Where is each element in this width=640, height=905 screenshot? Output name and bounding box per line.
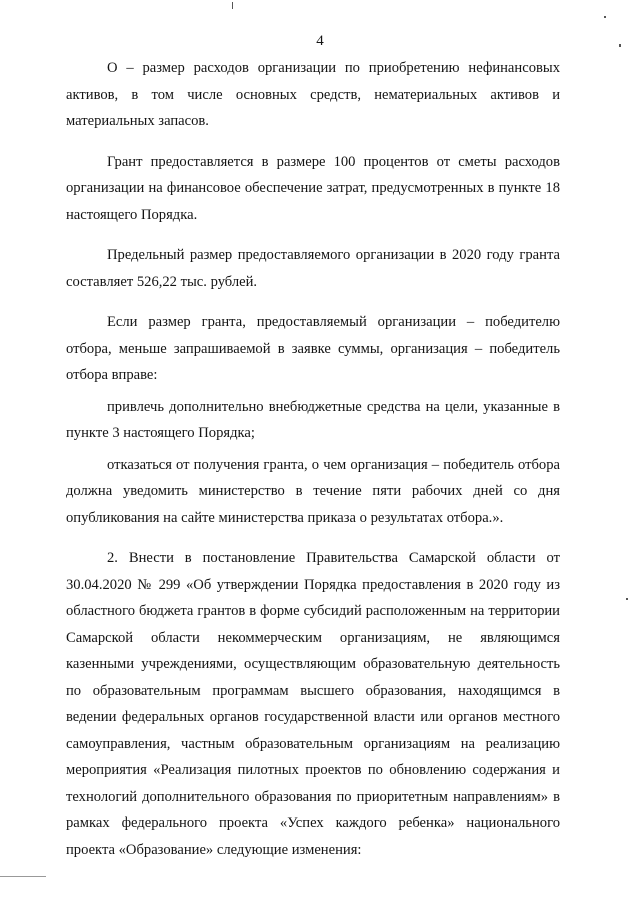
scan-speck (626, 598, 628, 600)
scan-speck (232, 2, 233, 9)
paragraph-grant-less: Если размер гранта, предоставляемый организации – победителю отбора, меньше запрашиваемой в заявке суммы, организация – победитель отбора вправе: (66, 314, 560, 383)
document-body (66, 55, 560, 863)
paragraph-grant-limit: Предельный размер предоставляемого организации в 2020 году гранта составляет 526,22 тыс. рублей. (66, 247, 560, 290)
scan-speck (0, 876, 46, 877)
scan-speck (619, 44, 621, 47)
paragraph-refuse-grant: отказаться от получения гранта, о чем организация – победитель отбора должна уведомить министерство в течение пяти рабочих дней со дня опубликования на сайте министерства приказа о результатах отбора.». (66, 456, 560, 526)
scan-speck (604, 16, 606, 18)
paragraph-grant-percent: Грант предоставляется в размере 100 процентов от сметы расходов организации на финансовое обеспечение затрат, предусмотренных в пункте 18 настоящего Порядка. (66, 153, 560, 223)
page-number: 4 (316, 33, 324, 49)
paragraph-amendment: 2. Внести в постановление Правительства Самарской области от 30.04.2020 № 299 «Об утверждении Порядка предоставления в 2020 году из областного бюджета грантов в форме субсидий расположенным на территории Самарской области некоммерческим организациям, не являющимся казенными учреждениями, осуществляющим образовательную деятельность по образовательным программам высшего образования, находящимся в ведении федеральных органов государственной власти или органов местного самоуправления, частным образовательным организациям на реализацию мероприятия «Реализация пилотных проектов по обновлению содержания и технологий дополнительного образования по приоритетным направлениям» в рамках федерального проекта «Успех каждого ребенка» национального проекта «Образование» следующие изменения: (66, 550, 560, 858)
paragraph-asset-size: O – размер расходов организации по приобретению нефинансовых активов, в том числе основных средств, нематериальных активов и материальных запасов. (66, 60, 560, 129)
paragraph-attract-funds: привлечь дополнительно внебюджетные средства на цели, указанные в пункте 3 настоящего Порядка; (66, 398, 560, 441)
